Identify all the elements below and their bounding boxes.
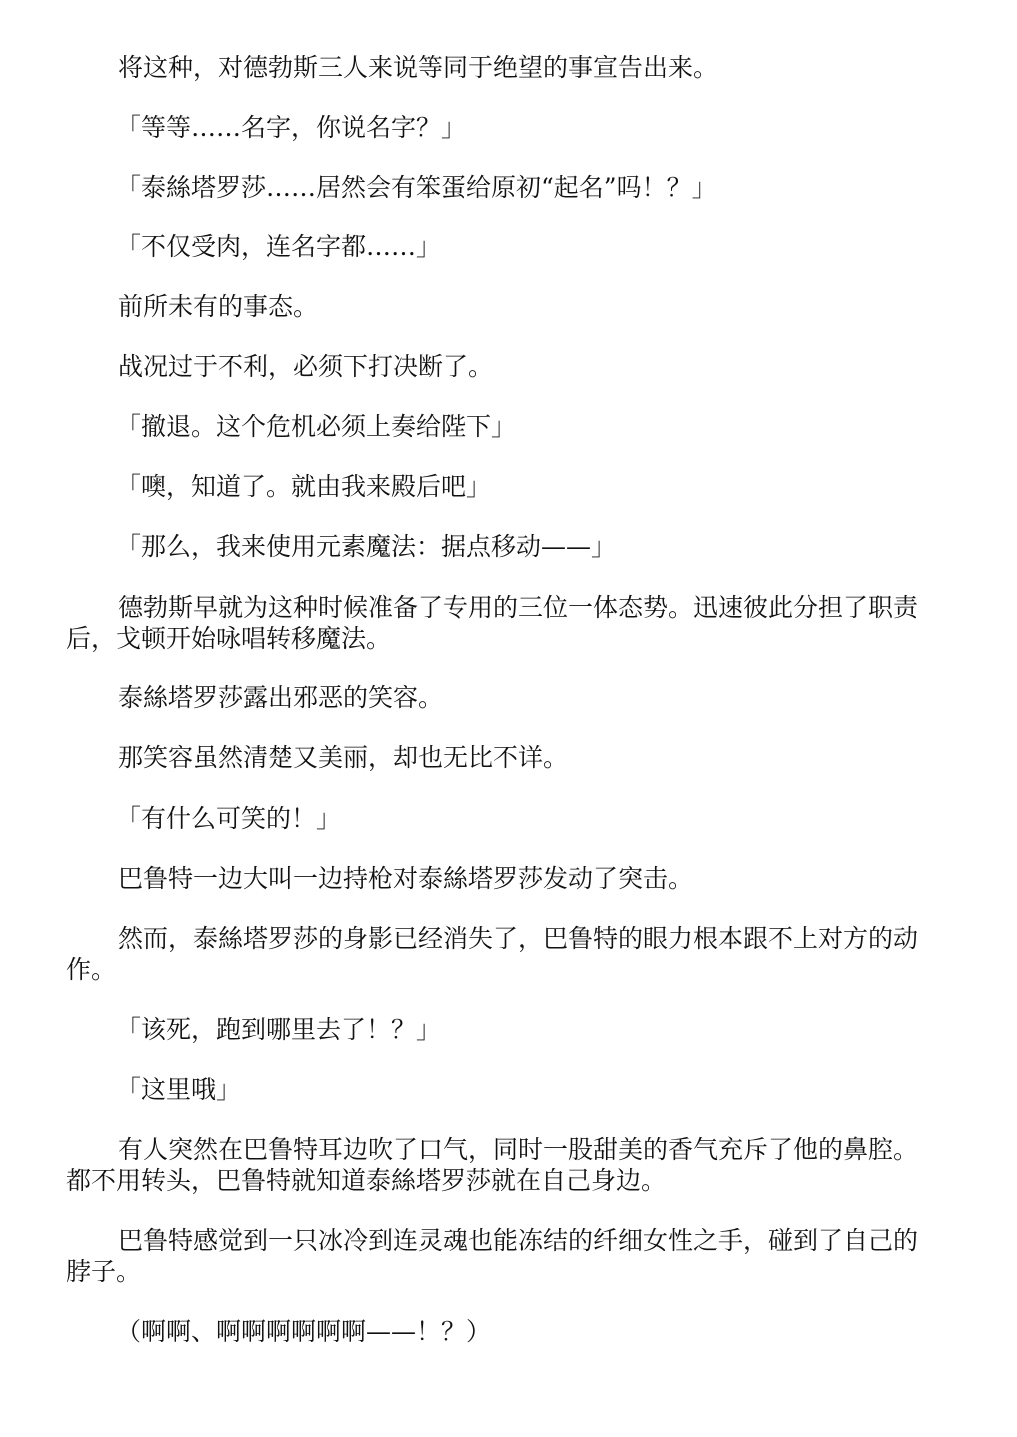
paragraph-14: 巴鲁特一边大叫一边持枪对泰絲塔罗莎发动了突击。	[118, 864, 694, 893]
paragraph-18: 有人突然在巴鲁特耳边吹了口气，同时一股甜美的香气充斥了他的鼻腔。都不用转头，巴鲁特就知道泰絲塔罗莎就在自己身边。	[66, 1135, 919, 1195]
paragraph-2: 「等等……名字，你说名字？」	[116, 113, 467, 142]
paragraph-7: 「撤退。这个危机必须上奏给陛下」	[116, 412, 517, 441]
paragraph-8: 「噢，知道了。就由我来殿后吧」	[116, 472, 492, 501]
paragraph-10: 德勃斯早就为这种时候准备了专用的三位一体态势。迅速彼此分担了职责后，戈顿开始咏唱转移魔法。	[66, 593, 919, 653]
paragraph-17: 「这里哦」	[116, 1075, 242, 1104]
paragraph-4: 「不仅受肉，连名字都……」	[116, 232, 442, 261]
paragraph-13: 「有什么可笑的！」	[116, 804, 342, 833]
paragraph-19: 巴鲁特感觉到一只冰冷到连灵魂也能冻结的纤细女性之手，碰到了自己的脖子。	[66, 1226, 919, 1286]
paragraph-1: 将这种，对德勃斯三人来说等同于绝望的事宣告出来。	[118, 53, 719, 82]
paragraph-15: 然而，泰絲塔罗莎的身影已经消失了，巴鲁特的眼力根本跟不上对方的动作。	[66, 924, 919, 984]
paragraph-12: 那笑容虽然清楚又美丽，却也无比不详。	[118, 743, 569, 772]
paragraph-11: 泰絲塔罗莎露出邪恶的笑容。	[118, 683, 444, 712]
paragraph-20: （啊啊、啊啊啊啊啊啊——！？）	[116, 1317, 492, 1346]
paragraph-9: 「那么，我来使用元素魔法：据点移动——」	[116, 532, 617, 561]
paragraph-3: 「泰絲塔罗莎……居然会有笨蛋给原初“起名”吗！？」	[116, 173, 717, 202]
paragraph-6: 战况过于不利，必须下打决断了。	[118, 352, 494, 381]
paragraph-5: 前所未有的事态。	[118, 292, 319, 321]
paragraph-16: 「该死，跑到哪里去了！？」	[116, 1015, 442, 1044]
